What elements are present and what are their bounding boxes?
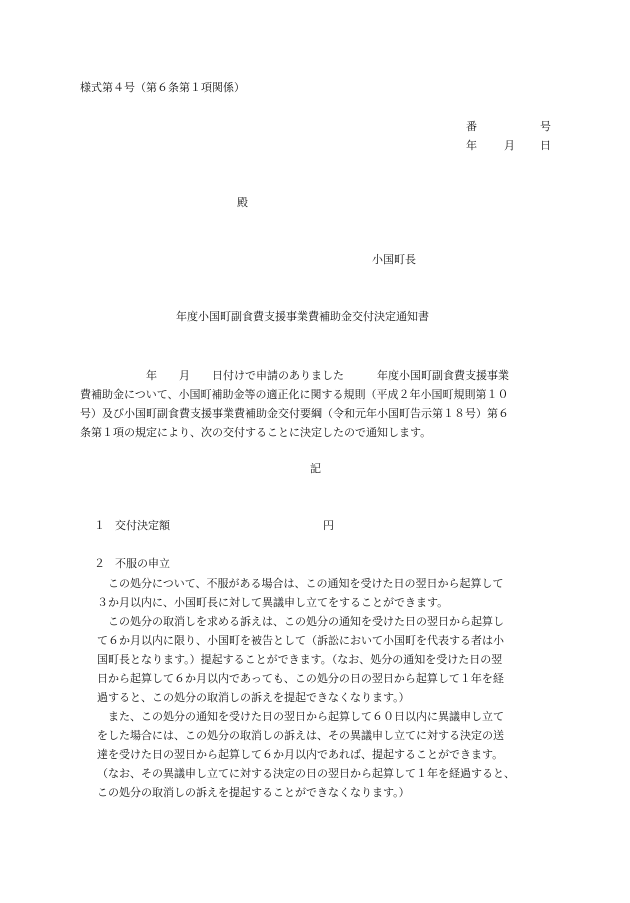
appeal-line: この処分の取消しの訴えを提起することができなくなります。） <box>97 786 410 799</box>
item1-number: １ <box>94 519 105 532</box>
appeal-paragraph-1 <box>97 574 567 612</box>
body-line: 費補助金について、小国町補助金等の適正化に関する規則（平成２年小国町規則第１０ <box>80 388 509 401</box>
date-day: 日 <box>540 139 551 152</box>
appeal-line: ３か月以内に、小国町長に対して異議申し立てをすることができます。 <box>97 596 449 609</box>
appeal-line: （なお、その異議申し立てに対する決定の日の翌日から起算して１年を経過すると、 <box>97 767 515 780</box>
item1-unit: 円 <box>323 519 334 532</box>
appeal-line: 日から起算して６か月以内であっても、この処分の日の翌日から起算して１年を経 <box>97 672 504 685</box>
body-line: 条第１項の規定により、次の交付することに決定したので通知します。 <box>80 426 432 439</box>
issuer: 小国町長 <box>372 253 416 266</box>
appeal-line: この処分について、不服がある場合は、この通知を受けた日の翌日から起算して <box>97 577 504 590</box>
appeal-line: 達を受けた日の翌日から起算して６か月以内であれば、提起することができます。 <box>97 748 504 761</box>
item1-label: 交付決定額 <box>115 519 170 532</box>
body-paragraph <box>80 366 560 442</box>
date-month: 月 <box>504 139 515 152</box>
ki-heading: 記 <box>310 462 321 475</box>
body-line: 年 月 日付けで申請のありました 年度小国町副食費支援事業 <box>80 369 509 382</box>
appeal-line: をした場合には、この処分の取消しの訴えは、その異議申し立てに対する決定の送 <box>97 729 504 742</box>
addressee-suffix: 殿 <box>237 196 248 209</box>
appeal-line: この処分の取消しを求める訴えは、この処分の通知を受けた日の翌日から起算し <box>97 615 504 628</box>
date-year: 年 <box>466 139 477 152</box>
form-label: 様式第４号（第６条第１項関係） <box>80 81 245 94</box>
item2-label: 不服の申立 <box>115 557 170 570</box>
number-suffix: 号 <box>540 120 551 133</box>
item2-number: ２ <box>94 557 105 570</box>
appeal-line: また、この処分の通知を受けた日の翌日から起算して６０日以内に異議申し立て <box>97 710 504 723</box>
body-line: 号）及び小国町副食費支援事業費補助金交付要綱（令和元年小国町告示第１８号）第６ <box>80 407 509 420</box>
appeal-paragraph-3 <box>97 707 567 802</box>
appeal-line: 過すると、この処分の取消しの訴えを提起できなくなります。） <box>97 691 410 704</box>
appeal-line: て６か月以内に限り、小国町を被告として（訴訟において小国町を代表する者は小 <box>97 634 504 647</box>
document-title: 年度小国町副食費支援事業費補助金交付決定通知書 <box>176 310 429 323</box>
appeal-paragraph-2 <box>97 612 567 707</box>
appeal-line: 国町長となります。）提起することができます。（なお、処分の通知を受けた日の翌 <box>97 653 503 666</box>
number-label: 番 <box>466 120 477 133</box>
